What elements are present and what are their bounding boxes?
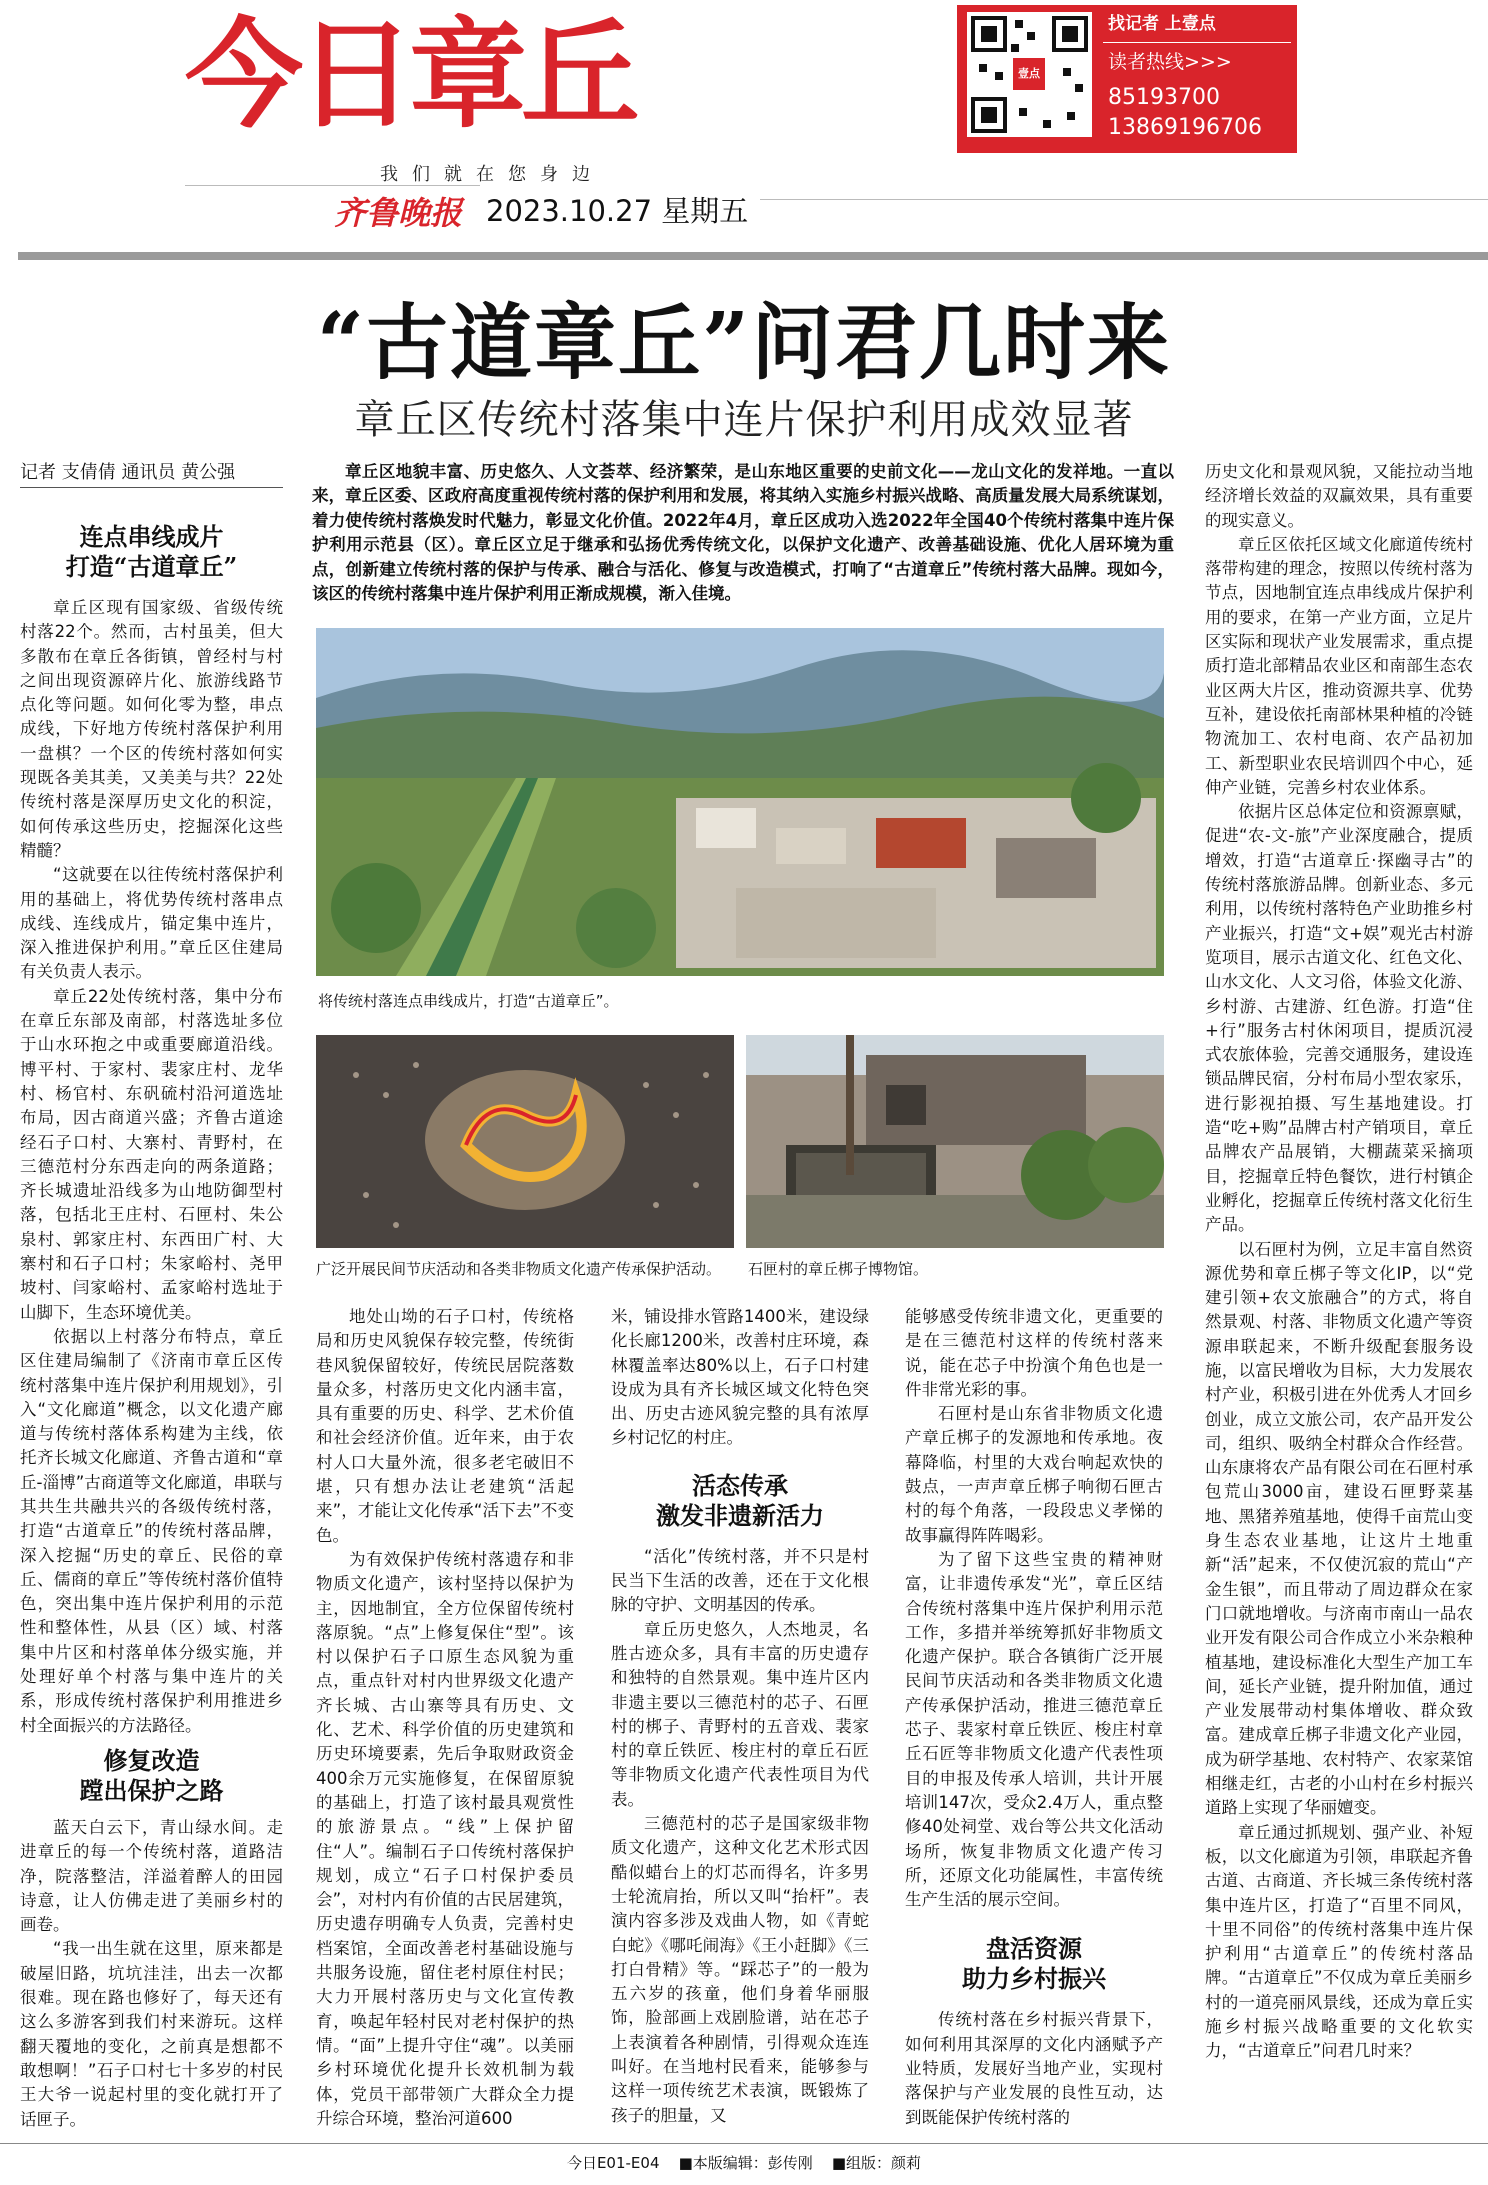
photo-caption: 石匣村的章丘梆子博物馆。 bbox=[748, 1260, 929, 1278]
hotline-phone-1: 85193700 bbox=[1108, 85, 1220, 110]
section-heading: 激发非遗新活力 bbox=[656, 1500, 824, 1530]
festival-photo bbox=[316, 1035, 734, 1248]
section-heading: 打造“古道章丘” bbox=[65, 552, 238, 581]
photo-caption: 广泛开展民间节庆活动和各类非物质文化遗产传承保护活动。 bbox=[316, 1260, 722, 1278]
hotline-phone-2: 13869196706 bbox=[1108, 115, 1262, 140]
section-heading: 连点串线成片 bbox=[79, 522, 224, 551]
footer-rule bbox=[0, 2143, 1488, 2144]
section-heading: 活态传承 bbox=[692, 1470, 788, 1500]
byline: 记者 支倩倩 通讯员 黄公强 bbox=[20, 462, 236, 483]
column-3: 米，铺设排水管路1400米，建设绿化长廊1200米，改善村庄环境，森林覆盖率达80%以上，石子口村建设成为具有齐长城区域文化特色突出、历史古迹风貌完整的具有浓厚乡村记忆的村庄。 活态传承 激发非遗新活力 “活化”传统村落，并不只是村民当下生活的改善，还在于文化根脉的守护、文明基因的传承。 章丘历史悠久，人杰地灵，名胜古迹众多，具有丰富的历史遗存和独特的自然景观。集中连片区内非遗主要以三德范村的芯子、石匣村的梆子、青野村的五音戏、裴家村的章丘铁匠、梭庄村的章丘石匠等非物质文化遗产代表性项目为代表。 三德范村的芯子是国家级非物质文化遗产，这种文化艺术形式因酷似蜡台上的灯芯而得名，许多男士轮流肩抬，所以又叫“抬杆”。表演内容多涉及戏曲人物，如《青蛇白蛇》《哪吒闹海》《王小赶脚》《三打白骨精》等。“踩芯子”的一般为五六岁的孩童，他们身着华丽服饰，脸部画上戏剧脸谱，站在芯子上表演着各种剧情，引得观众连连叫好。在当地村民看来，能够参与这样一项传统艺术表演，既锻炼了孩子的胆量，又 bbox=[611, 1307, 869, 2125]
column-2: 地处山坳的石子口村，传统格局和历史风貌保存较完整，传统街巷风貌保留较好，传统民居院落数量众多，村落历史文化内涵丰富，具有重要的历史、科学、艺术价值和社会经济价值。近年来，由于农村人口大量外流，很多老宅破旧不堪，只有想办法让老建筑“活起来”，才能让文化传承“活下去”不变色。 为有效保护传统村落遗存和非物质文化遗产，该村坚持以保护为主，因地制宜，全方位保留传统村落原貌。“点”上修复保住“型”。该村以保护石子口原生态风貌为重点，重点针对村内世界级文化遗产齐长城、古山寨等具有历史、文化、艺术、科学价值的历史建筑和历史环境要素，先后争取财政资金400余万元实施修复，在保留原貌的基础上，打造了该村最具观赏性的旅游景点。“线”上保护留住“人”。编制石子口传统村落保护规划，成立“石子口村保护委员会”，对村内有价值的古民居建筑，历史遗存明确专人负责，完善村史档案馆，全面改善老村基础设施与共服务设施，留住老村原住村民；大力开展村落历史与文化宣传教育，唤起年轻村民对老村保护的热情。“面”上提升守住“魂”。以美丽乡村环境优化提升长效机制为载体，党员干部带领广大群众全力提升综合环境，整治河道600 bbox=[316, 1307, 574, 2128]
hotline-slogan: 找记者 上壹点 bbox=[1108, 14, 1216, 34]
section-heading: 助力乡村振兴 bbox=[962, 1964, 1106, 1994]
masthead-title: 今日章丘 bbox=[185, 6, 634, 144]
column-4: 能够感受传统非遗文化，更重要的是在三德范村这样的传统村落来说，能在芯子中扮演个角色也是一件非常光彩的事。 石匣村是山东省非物质文化遗产章丘梆子的发源地和传承地。夜幕降临，村里的大戏台响起欢快的鼓点，一声声章丘梆子响彻石匣古村的每个角落，一段段忠义孝悌的故事赢得阵阵喝彩。 为了留下这些宝贵的精神财富，让非遗传承发“光”，章丘区结合传统村落集中连片保护利用示范工作，多措并举统筹抓好非物质文化遗产保护。联合各镇街广泛开展民间节庆活动和各类非物质文化遗产传承保护活动，推进三德范章丘芯子、裴家村章丘铁匠、梭庄村章丘石匠等非物质文化遗产代表性项目的申报及传承人培训，共计开展培训147次，受众2.4万人，重点整修40处祠堂、戏台等公共文化活动场所，恢复非物质文化遗产传习所，还原文化功能属性，丰富传统生产生活的展示空间。 盘活资源 助力乡村振兴 传统村落在乡村振兴背景下，如何利用其深厚的文化内涵赋予产业特质，发展好当地产业，实现村落保护与产业发展的良性互动，达到既能保护传统村落的 bbox=[905, 1307, 1163, 2127]
village-aerial-photo bbox=[316, 628, 1164, 976]
intro-paragraph: 章丘区地貌丰富、历史悠久、人文荟萃、经济繁荣，是山东地区重要的史前文化——龙山文化的发祥地。一直以来，章丘区委、区政府高度重视传统村落的保护利用和发展，将其纳入实施乡村振兴战略、高质量发展大局系统谋划，着力使传统村落焕发时代魅力，彰显文化价值。2022年4月，章丘区成功入选2022年全国40个传统村落集中连片保护利用示范县（区）。章丘区立足于继承和弘扬优秀传统文化，以保护文化遗产、改善基础设施、优化人居环境为重点，创新建立传统村落的保护与传承、融合与活化、修复与改造模式，打响了“古道章丘”传统村落大品牌。现如今，该区的传统村落集中连片保护利用正渐成规模，渐入佳境。 bbox=[312, 462, 1174, 604]
subheadline: 章丘区传统村落集中连片保护利用成效显著 bbox=[354, 397, 1134, 443]
masthead-slogan: 我们就在您身边 bbox=[380, 164, 604, 185]
divider bbox=[760, 199, 1488, 200]
section-heading: 盘活资源 bbox=[986, 1934, 1082, 1964]
divider bbox=[20, 487, 283, 488]
qr-code-icon[interactable] bbox=[967, 12, 1092, 137]
footer-pages: 今日E01-E04 bbox=[566, 2154, 660, 2172]
column-5: 历史文化和景观风貌，又能拉动当地经济增长效益的双赢效果，具有重要的现实意义。 章丘区依托区域文化廊道传统村落带构建的理念，按照以传统村落为节点，因地制宜连点串线成片保护利用的要求，在第一产业方面，立足片区实际和现状产业发展需求，重点提质打造北部精品农业区和南部生态农业区两大片区，推动资源共享、优势互补，建设依托南部林果种植的冷链物流加工、农村电商、农产品初加工、新型职业农民培训四个中心，延伸产业链，完善乡村农业体系。 依据片区总体定位和资源禀赋，促进“农-文-旅”产业深度融合，提质增效，打造“古道章丘·探幽寻古”的传统村落旅游品牌。创新业态、多元利用，以传统村落特色产业助推乡村产业振兴，打造“文+娱”观光古村游览项目，展示古道文化、红色文化、山水文化、人文习俗，体验文化游、乡村游、古建游、红色游。打造“住+行”服务古村休闲项目，提质沉浸式农旅体验，完善交通服务，建设连锁品牌民宿，分村布局小型农家乐，进行影视拍摄、写生基地建设。打造“吃+购”品牌古村产销项目，章丘品牌农产品展销，大棚蔬菜采摘项目，挖掘章丘特色餐饮，进行村镇企业孵化，挖掘章丘传统村落文化衍生产品。 以石匣村为例，立足丰富自然资源优势和章丘梆子等文化IP，以“党建引领+农文旅融合”的方式，将自然景观、村落、非物质文化遗产等资源串联起来，不断升级配套服务设施，以富民增收为目标，大力发展农村产业，积极引进在外优秀人才回乡创业，成立文旅公司，农产品开发公司，组织、吸纳全村群众合作经营。山东康将农产品有限公司在石匣村承包荒山3000亩，建设石匣野菜基地、黑猪养殖基地，使得千亩荒山变身生态农业基地，让这片土地重新“活”起来，不仅使沉寂的荒山“产金生银”，而且带动了周边群众在家门口就地增收。与济南市南山一品农业开发有限公司合作成立小米杂粮种植基地，建设标准化大型生产加工车间，延长产业链，提升附加值，通过产业发展带动村集体增收、群众致富。建成章丘梆子非遗文化产业园，成为研学基地、农村特产、农家菜馆相继走红，古老的小山村在乡村振兴道路上实现了华丽嬗变。 章丘通过抓规划、强产业、补短板，以文化廊道为引领，串联起齐鲁古道、古商道、齐长城三条传统村落集中连片区，打造了“百里不同风，十里不同俗”的传统村落集中连片保护利用“古道章丘”的传统村落品牌。“古道章丘”不仅成为章丘美丽乡村的一道亮丽风景线，还成为章丘实施乡村振兴战略重要的文化软实力，“古道章丘”问君几时来？ bbox=[1205, 462, 1473, 2061]
footer-layout: ■组版：颜莉 bbox=[831, 2154, 922, 2172]
photo-caption: 将传统村落连点串线成片，打造“古道章丘”。 bbox=[318, 992, 619, 1010]
hotline-label: 读者热线>>> bbox=[1108, 51, 1232, 73]
column-1: 连点串线成片 打造“古道章丘” 章丘区现有国家级、省级传统村落22个。然而，古村虽美，但大多散布在章丘各街镇，曾经村与村之间出现资源碎片化、旅游线路节点化等问题。如何化零为整，串点成线，下好地方传统村落保护利用一盘棋？一个区的传统村落如何实现既各美其美，又美美与共？22处传统村落是深厚历史文化的积淀，如何传承这些历史，挖掘深化这些精髓？ “这就要在以往传统村落保护利用的基础上，将优势传统村落串点成线、连线成片，锚定集中连片，深入推进保护利用。”章丘区住建局有关负责人表示。 章丘22处传统村落，集中分布在章丘东部及南部，村落选址多位于山水环抱之中或重要廊道沿线。博平村、于家村、裴家庄村、龙华村、杨官村、东矾硫村沿河道选址布局，因古商道兴盛；齐鲁古道途经石子口村、大寨村、青野村，在三德范村分东西走向的两条道路；齐长城遗址沿线多为山地防御型村落，包括北王庄村、石匣村、朱公泉村、郭家庄村、东西田广村、大寨村和石子口村；朱家峪村、尧甲坡村、闫家峪村、孟家峪村选址于山脚下，生态环境优美。 依据以上村落分布特点，章丘区住建局编制了《济南市章丘区传统村落集中连片保护利用规划》，引入“文化廊道”概念，以文化遗产廊道与传统村落体系构建为主线，依托齐长城文化廊道、齐鲁古道和“章丘-淄博”古商道等文化廊道，串联与其共生共融共兴的各级传统村落，打造“古道章丘”的传统村落品牌，深入挖掘“历史的章丘、民俗的章丘、儒商的章丘”等传统村落价值特色，突出集中连片保护利用的示范性和整体性，从县（区）域、村落集中片区和村落单体分级实施，并处理好单个村落与集中连片的关系，形成传统村落保护利用推进乡村全面振兴的方法路径。 修复改造 蹚出保护之路 蓝天白云下，青山绿水间。走进章丘的每一个传统村落，道路洁净，院落整洁，洋溢着醉人的田园诗意，让人仿佛走进了美丽乡村的画卷。 “我一出生就在这里，原来都是破屋旧路，坑坑洼洼，出去一次都很难。现在路也修好了，每天还有这么多游客到我们村来游玩。这样翻天覆地的变化，之前真是想都不敢想啊！”石子口村七十多岁的村民王大爷一说起村里的变化就打开了话匣子。 bbox=[20, 522, 283, 2129]
header-rule bbox=[18, 252, 1488, 260]
newspaper-logo: 齐鲁晚报 bbox=[334, 194, 463, 232]
footer-editor: ■本版编辑：彭传刚 bbox=[678, 2154, 813, 2172]
page-footer bbox=[0, 2152, 1488, 2173]
headline: “古道章丘”问君几时来 bbox=[316, 295, 1172, 391]
museum-photo bbox=[746, 1035, 1164, 1248]
section-heading: 蹚出保护之路 bbox=[79, 1775, 224, 1805]
section-heading: 修复改造 bbox=[103, 1745, 200, 1775]
issue-date: 2023.10.27 星期五 bbox=[486, 194, 749, 228]
qr-badge: 壹点 bbox=[1013, 58, 1045, 90]
divider bbox=[1103, 42, 1291, 43]
divider bbox=[185, 185, 480, 186]
